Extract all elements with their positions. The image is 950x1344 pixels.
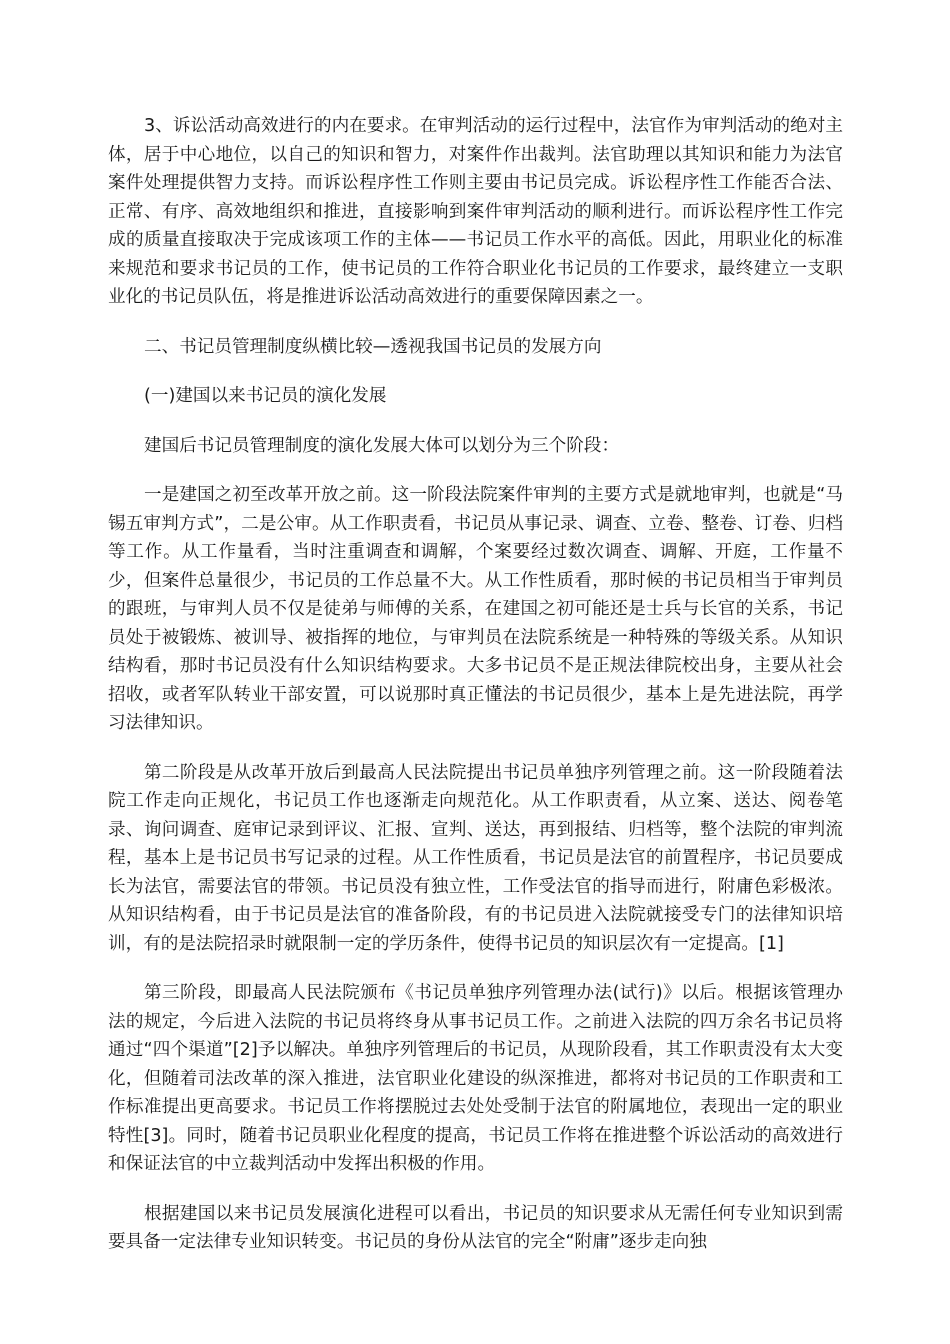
subsection-heading: (一)建国以来书记员的演化发展 <box>144 386 387 406</box>
paragraph-intro-stages: 建国后书记员管理制度的演化发展大体可以划分为三个阶段： <box>144 435 620 456</box>
document-body <box>108 112 843 1278</box>
paragraph-conclusion: 根据建国以来书记员发展演化进程可以看出，书记员的知识要求从无需任何专业知识到需要具备一定法律专业知识转变。书记员的身份从法官的完全“附庸”逐步走向独 <box>108 1203 843 1252</box>
paragraph-stage-three: 第三阶段，即最高人民法院颁布《书记员单独序列管理办法(试行)》以后。根据该管理办法的规定，今后进入法院的书记员将终身从事书记员工作。之前进入法院的四万余名书记员将通过“四个渠道”[2]予以解决。单独序列管理后的书记员，从现阶段看，其工作职责没有太大变化，但随着司法改革的深入推进，法官职业化建设的纵深推进，都将对书记员的工作职责和工作标准提出更高要求。书记员工作将摆脱过去处处受制于法官的附属地位，表现出一定的职业特性[3]。同时，随着书记员职业化程度的提高，书记员工作将在推进整个诉讼活动的高效进行和保证法官的中立裁判活动中发挥出积极的作用。 <box>108 983 843 1174</box>
section-heading: 二、书记员管理制度纵横比较—透视我国书记员的发展方向 <box>144 336 602 357</box>
paragraph-stage-two: 第二阶段是从改革开放后到最高人民法院提出书记员单独序列管理之前。这一阶段随着法院工作走向正规化，书记员工作也逐渐走向规范化。从工作职责看，从立案、送达、阅卷笔录、询问调查、庭审记录到评议、汇报、宣判、送达，再到报结、归档等，整个法院的审判流程，基本上是书记员书写记录的过程。从工作性质看，书记员是法官的前置程序，书记员要成长为法官，需要法官的带领。书记员没有独立性，工作受法官的指导而进行，附庸色彩极浓。从知识结构看，由于书记员是法官的准备阶段，有的书记员进入法院就接受专门的法律知识培训，有的是法院招录时就限制一定的学历条件，使得书记员的知识层次有一定提高。[1] <box>108 762 843 954</box>
paragraph-efficiency-requirement: 3、诉讼活动高效进行的内在要求。在审判活动的运行过程中，法官作为审判活动的绝对主体，居于中心地位，以自己的知识和智力，对案件作出裁判。法官助理以其知识和能力为法官案件处理提供智力支持。而诉讼程序性工作则主要由书记员完成。诉讼程序性工作能否合法、正常、有序、高效地组织和推进，直接影响到案件审判活动的顺利进行。而诉讼程序性工作完成的质量直接取决于完成该项工作的主体——书记员工作水平的高低。因此，用职业化的标准来规范和要求书记员的工作，使书记员的工作符合职业化书记员的工作要求，最终建立一支职业化的书记员队伍，将是推进诉讼活动高效进行的重要保障因素之一。 <box>108 116 843 307</box>
paragraph-stage-one: 一是建国之初至改革开放之前。这一阶段法院案件审判的主要方式是就地审判，也就是“马锡五审判方式”，二是公审。从工作职责看，书记员从事记录、调查、立卷、整卷、订卷、归档等工作。从工作量看，当时注重调查和调解，个案要经过数次调查、调解、开庭，工作量不少，但案件总量很少，书记员的工作总量不大。从工作性质看，那时候的书记员相当于审判员的跟班，与审判人员不仅是徒弟与师傅的关系，在建国之初可能还是士兵与长官的关系，书记员处于被锻炼、被训导、被指挥的地位，与审判员在法院系统是一种特殊的等级关系。从知识结构看，那时书记员没有什么知识结构要求。大多书记员不是正规法律院校出身，主要从社会招收，或者军队转业干部安置，可以说那时真正懂法的书记员很少，基本上是先进法院，再学习法律知识。 <box>108 485 843 733</box>
